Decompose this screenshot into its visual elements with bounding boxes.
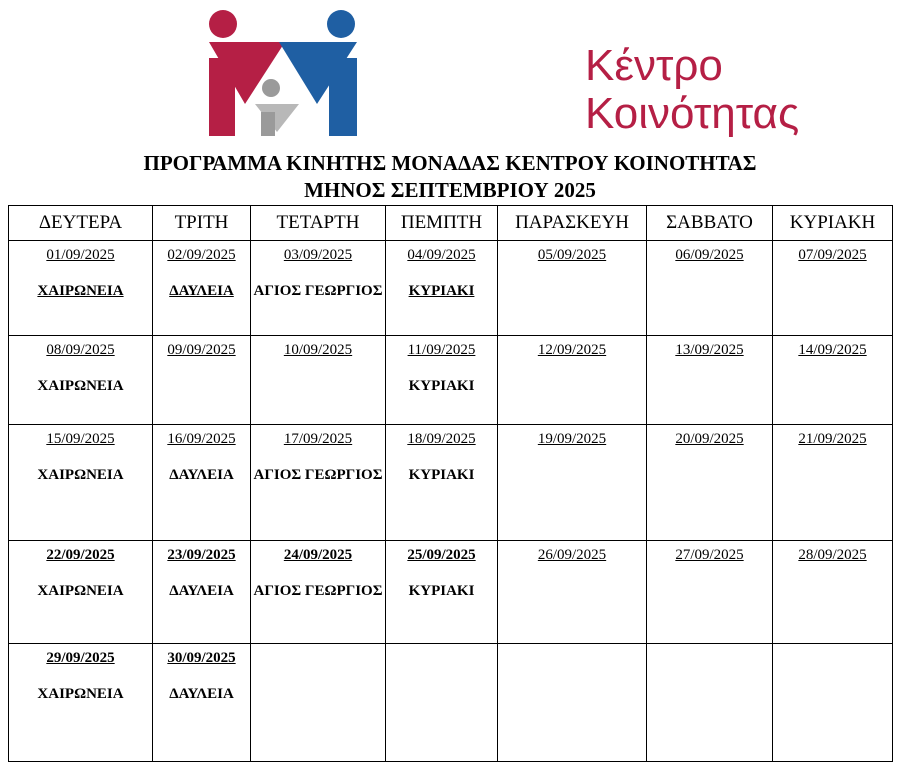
day-cell	[9, 644, 153, 762]
cell-date: 05/09/2025	[537, 247, 607, 263]
logo-text-line1: Κέντρο	[585, 41, 723, 90]
cell-date: 03/09/2025	[283, 247, 353, 263]
week-row	[9, 541, 893, 644]
day-cell	[153, 425, 251, 541]
page-title: ΠΡΟΓΡΑΜΜΑ ΚΙΝΗΤΗΣ ΜΟΝΑΔΑΣ ΚΕΝΤΡΟΥ ΚΟΙΝΟΤΗΤΑΣ	[143, 151, 757, 175]
cell-date: 16/09/2025	[167, 431, 236, 447]
cell-date: 02/09/2025	[167, 247, 236, 263]
cell-date: 17/09/2025	[283, 431, 353, 447]
cell-date: 28/09/2025	[798, 547, 867, 563]
cell-date: 14/09/2025	[798, 342, 867, 358]
cell-date: 18/09/2025	[407, 431, 476, 447]
cell-location: ΧΑΙΡΩΝΕΙΑ	[37, 686, 124, 702]
weekday-header: ΔΕΥΤΕΡΑ	[9, 206, 153, 241]
day-cell	[153, 541, 251, 644]
cell-date: 20/09/2025	[675, 431, 744, 447]
day-cell	[773, 541, 893, 644]
cell-date: 10/09/2025	[283, 342, 353, 358]
cell-location: ΔΑΥΛΕΙΑ	[169, 467, 234, 483]
day-cell	[386, 425, 498, 541]
weekday-header: ΣΑΒΒΑΤΟ	[647, 206, 773, 241]
day-cell	[9, 241, 153, 336]
cell-date: 13/09/2025	[675, 342, 744, 358]
cell-location: ΧΑΙΡΩΝΕΙΑ	[37, 378, 124, 394]
cell-location: ΧΑΙΡΩΝΕΙΑ	[37, 583, 124, 599]
day-cell	[647, 241, 773, 336]
day-cell	[153, 336, 251, 425]
day-cell	[773, 644, 893, 762]
cell-date: 19/09/2025	[537, 431, 607, 447]
day-cell	[153, 241, 251, 336]
cell-date: 07/09/2025	[798, 247, 867, 263]
day-cell	[647, 425, 773, 541]
cell-date: 29/09/2025	[46, 650, 115, 666]
logo-people-icon	[205, 8, 380, 140]
week-row	[9, 425, 893, 541]
cell-location: ΑΓΙΟΣ ΓΕΩΡΓΙΟΣ	[253, 583, 383, 599]
cell-date: 21/09/2025	[798, 431, 867, 447]
cell-location: ΚΥΡΙΑΚΙ	[408, 583, 475, 599]
weekday-header: ΚΥΡΙΑΚΗ	[773, 206, 893, 241]
cell-date: 26/09/2025	[537, 547, 607, 563]
cell-date: 12/09/2025	[537, 342, 607, 358]
week-row	[9, 336, 893, 425]
cell-date: 27/09/2025	[675, 547, 744, 563]
cell-date: 23/09/2025	[167, 547, 236, 563]
cell-location: ΚΥΡΙΑΚΙ	[408, 378, 475, 394]
cell-date: 06/09/2025	[675, 247, 744, 263]
day-cell	[251, 644, 386, 762]
day-cell	[251, 425, 386, 541]
logo-text-line2: Κοινότητας	[585, 89, 800, 138]
day-cell	[773, 336, 893, 425]
weekday-header: ΤΕΤΑΡΤΗ	[251, 206, 386, 241]
day-cell	[647, 644, 773, 762]
day-cell	[647, 541, 773, 644]
day-cell	[498, 336, 647, 425]
cell-date: 25/09/2025	[407, 547, 476, 563]
schedule-table	[8, 205, 893, 762]
cell-date: 15/09/2025	[46, 431, 115, 447]
day-cell	[386, 541, 498, 644]
day-cell	[9, 425, 153, 541]
week-row	[9, 241, 893, 336]
day-cell	[9, 541, 153, 644]
cell-date: 08/09/2025	[46, 342, 115, 358]
day-cell	[153, 644, 251, 762]
day-cell	[498, 425, 647, 541]
cell-date: 24/09/2025	[283, 547, 353, 563]
cell-date: 22/09/2025	[46, 547, 115, 563]
day-cell	[386, 336, 498, 425]
cell-location: ΔΑΥΛΕΙΑ	[169, 283, 234, 299]
cell-location: ΔΑΥΛΕΙΑ	[169, 686, 234, 702]
day-cell	[251, 241, 386, 336]
day-cell	[251, 541, 386, 644]
day-cell	[647, 336, 773, 425]
cell-location: ΚΥΡΙΑΚΙ	[408, 467, 475, 483]
day-cell	[773, 425, 893, 541]
cell-location: ΑΓΙΟΣ ΓΕΩΡΓΙΟΣ	[253, 283, 383, 299]
page-subtitle: ΜΗΝΟΣ ΣΕΠΤΕΜΒΡΙΟΥ 2025	[304, 178, 596, 202]
cell-date: 04/09/2025	[407, 247, 476, 263]
cell-date: 11/09/2025	[407, 342, 476, 358]
cell-location: ΚΥΡΙΑΚΙ	[408, 283, 475, 299]
day-cell	[386, 241, 498, 336]
day-cell	[251, 336, 386, 425]
cell-location: ΧΑΙΡΩΝΕΙΑ	[37, 467, 124, 483]
weekday-header-row	[9, 206, 893, 241]
cell-location: ΧΑΙΡΩΝΕΙΑ	[37, 283, 124, 299]
cell-date: 09/09/2025	[167, 342, 236, 358]
weekday-header: ΠΑΡΑΣΚΕΥΗ	[498, 206, 647, 241]
day-cell	[386, 644, 498, 762]
cell-date: 01/09/2025	[46, 247, 115, 263]
cell-location: ΔΑΥΛΕΙΑ	[169, 583, 234, 599]
cell-date: 30/09/2025	[167, 650, 236, 666]
day-cell	[498, 241, 647, 336]
day-cell	[498, 541, 647, 644]
day-cell	[498, 644, 647, 762]
day-cell	[773, 241, 893, 336]
day-cell	[9, 336, 153, 425]
weekday-header: ΤΡΙΤΗ	[153, 206, 251, 241]
cell-location: ΑΓΙΟΣ ΓΕΩΡΓΙΟΣ	[253, 467, 383, 483]
week-row	[9, 644, 893, 762]
kentro-koinotitas-logo	[205, 8, 800, 140]
weekday-header: ΠΕΜΠΤΗ	[386, 206, 498, 241]
